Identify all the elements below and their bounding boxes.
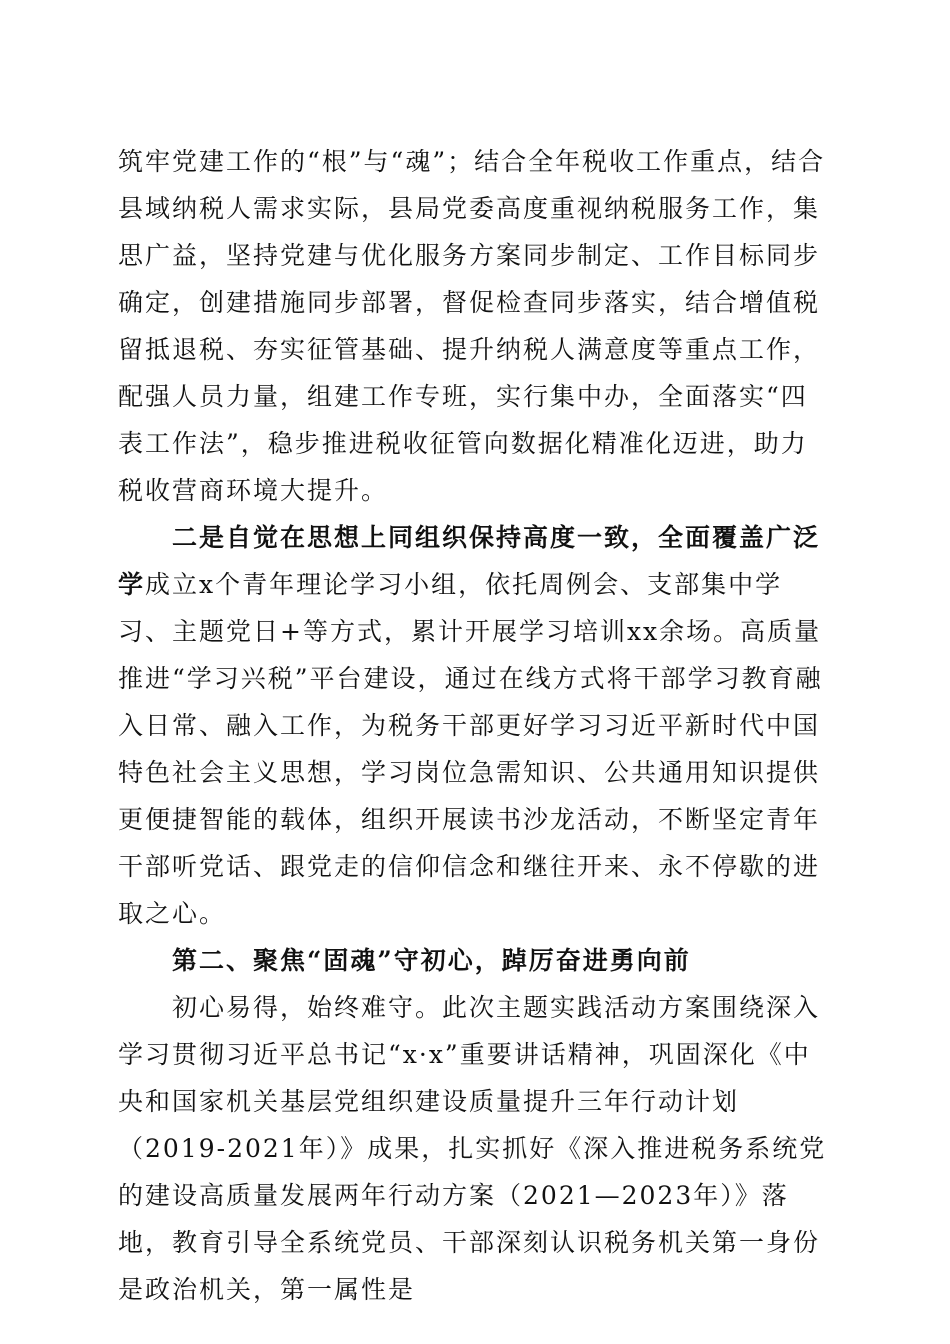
paragraph-continuation: 筑牢党建工作的“根”与“魂”；结合全年税收工作重点，结合县域纳税人需求实际，县局党委高度重视纳税服务工作，集思广益，坚持党建与优化服务方案同步制定、工作目标同步确定，创建措施同步部署，督促检查同步落实，结合增值税留抵退税、夯实征管基础、提升纳税人满意度等重点工作，配强人员力量，组建工作专班，实行集中办，全面落实“四表工作法”，稳步推进税收征管向数据化精准化迈进，助力税收营商环境大提升。: [118, 147, 826, 505]
section-heading: 第二、聚焦“固魂”守初心，踔厉奋进勇向前: [172, 946, 691, 975]
paragraph-study: [118, 514, 830, 937]
paragraph-body: 初心易得，始终难守。此次主题实践活动方案围绕深入学习贯彻习近平总书记“x·x”重要讲话精神，巩固深化《中央和国家机关基层党组织建设质量提升三年行动计划（2019-2021年）》成果，扎实抓好《深入推进税务系统党的建设高质量发展两年行动方案（2021—2023年）》落地，教育引导全系统党员、干部深刻认识税务机关第一身份是政治机关，第一属性是: [118, 993, 827, 1304]
paragraph-body: 成立x个青年理论学习小组，依托周例会、支部集中学习、主题党日+等方式，累计开展学习培训xx余场。高质量推进“学习兴税”平台建设，通过在线方式将干部学习教育融入日常、融入工作，为税务干部更好学习习近平新时代中国特色社会主义思想，学习岗位急需知识、公共通用知识提供更便捷智能的载体，组织开展读书沙龙活动，不断坚定青年干部听党话、跟党走的信仰信念和继往开来、永不停歇的进取之心。: [118, 570, 823, 928]
body-text: [118, 138, 830, 1313]
paragraph-lead: 二是自觉在思想上同组织保持高度一致，全面覆盖广泛学: [118, 523, 821, 599]
